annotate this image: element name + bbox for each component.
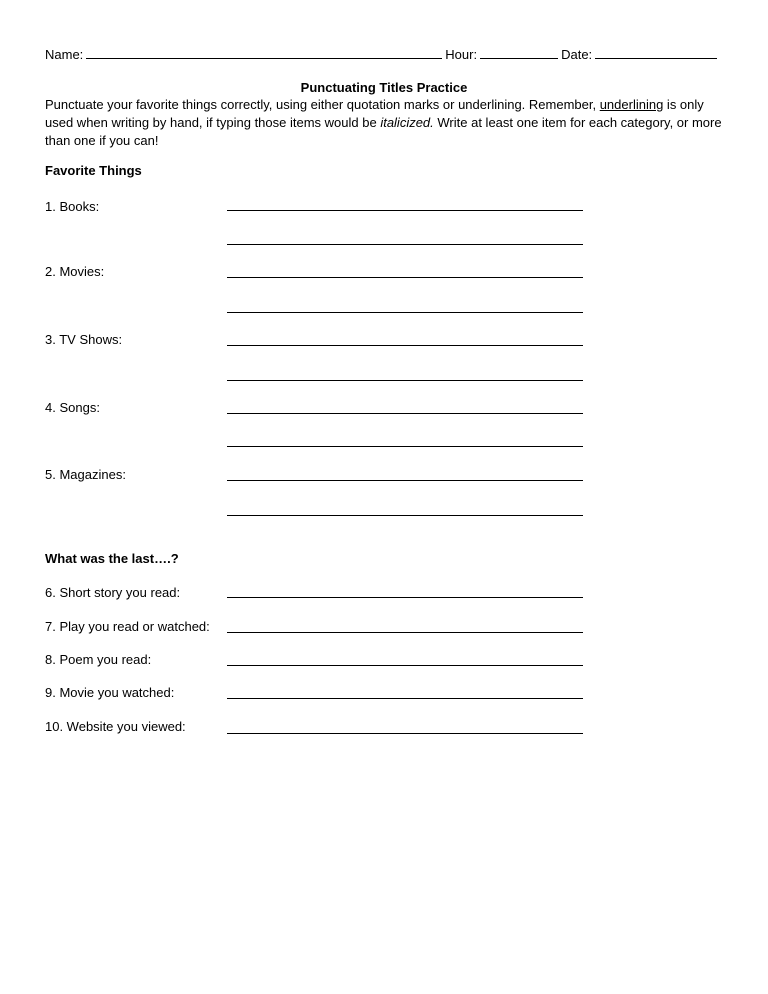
- page-title: Punctuating Titles Practice: [300, 80, 468, 95]
- play-label: 7. Play you read or watched:: [45, 619, 210, 634]
- date-label: Date:: [561, 47, 593, 62]
- movies-answer-line-2[interactable]: [227, 312, 583, 313]
- student-info-line: [45, 46, 725, 63]
- magazines-label: 5. Magazines:: [45, 467, 126, 482]
- last-things-heading: What was the last….?: [45, 551, 179, 566]
- instructions-part-2: is only used when writing by hand, if typing those items would be: [45, 97, 704, 130]
- movie-watched-label: 9. Movie you watched:: [45, 685, 175, 700]
- instructions-underlined-word: underlining: [599, 97, 664, 112]
- books-answer-line-1[interactable]: [227, 210, 583, 211]
- short-story-answer-line[interactable]: [227, 597, 583, 598]
- magazines-answer-line-2[interactable]: [227, 515, 583, 516]
- website-answer-line[interactable]: [227, 733, 583, 734]
- favorite-things-heading: Favorite Things: [45, 163, 142, 178]
- short-story-label: 6. Short story you read:: [45, 585, 181, 600]
- tv-shows-answer-line-1[interactable]: [227, 345, 583, 346]
- songs-label: 4. Songs:: [45, 400, 100, 415]
- movie-watched-answer-line[interactable]: [227, 698, 583, 699]
- instructions-italic-word: italicized.: [380, 115, 434, 130]
- play-answer-line[interactable]: [227, 632, 583, 633]
- instructions-part-1: Punctuate your favorite things correctly, using either quotation marks or underlining. Remember,: [45, 97, 600, 112]
- magazines-answer-line-1[interactable]: [227, 480, 583, 481]
- name-field[interactable]: [86, 46, 442, 59]
- books-answer-line-2[interactable]: [227, 244, 583, 245]
- poem-answer-line[interactable]: [227, 665, 583, 666]
- movies-label: 2. Movies:: [45, 264, 105, 279]
- poem-label: 8. Poem you read:: [45, 652, 152, 667]
- movies-answer-line-1[interactable]: [227, 277, 583, 278]
- date-field[interactable]: [595, 46, 717, 59]
- website-label: 10. Website you viewed:: [45, 719, 186, 734]
- hour-label: Hour:: [445, 47, 478, 62]
- books-label: 1. Books:: [45, 199, 100, 214]
- songs-answer-line-1[interactable]: [227, 413, 583, 414]
- instructions-part-3: Write at least one item for each category, or more than one if you can!: [45, 115, 722, 148]
- hour-field[interactable]: [480, 46, 558, 59]
- tv-shows-label: 3. TV Shows:: [45, 332, 123, 347]
- songs-answer-line-2[interactable]: [227, 446, 583, 447]
- name-label: Name:: [45, 47, 84, 62]
- tv-shows-answer-line-2[interactable]: [227, 380, 583, 381]
- instructions-paragraph: [45, 96, 725, 150]
